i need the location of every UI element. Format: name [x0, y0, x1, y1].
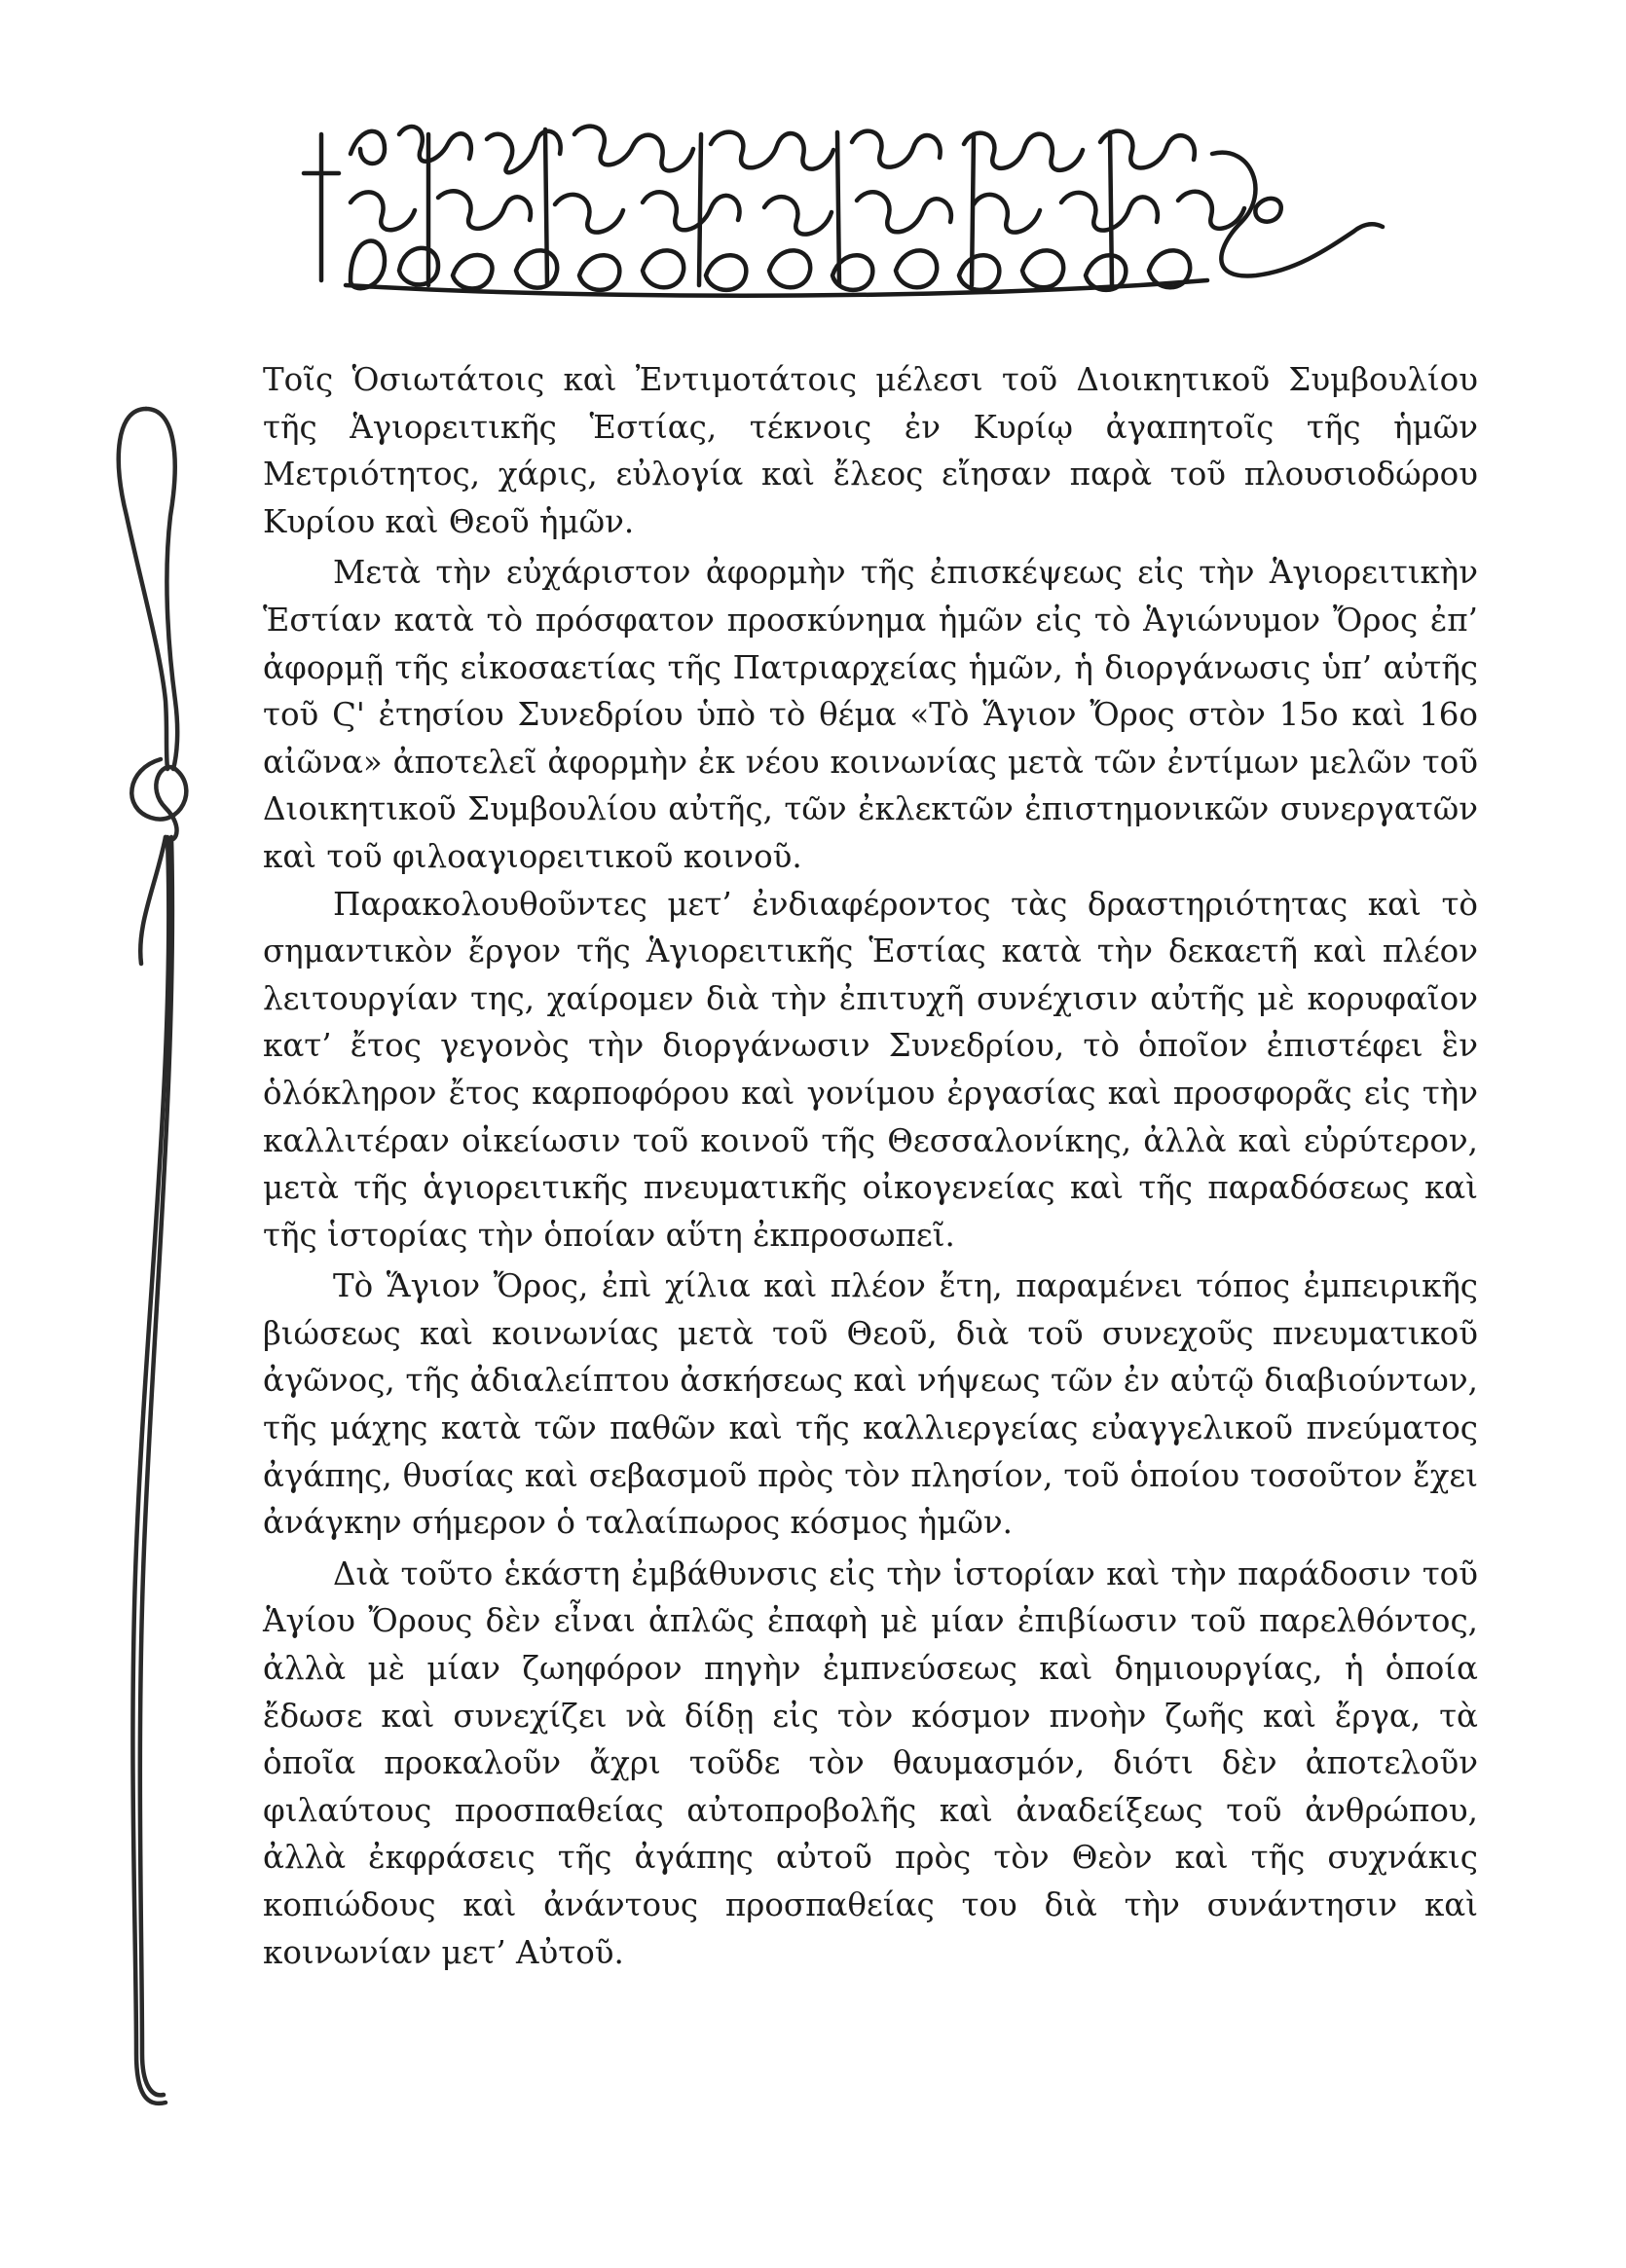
- letter-salutation-paragraph: Τοῖς Ὁσιωτάτοις καὶ Ἐντιμοτάτοις μέλεσι τοῦ Διοικητικοῦ Συμβουλίου τῆς Ἁγιορειτικῆς Ἑστίας, τέκνοις ἐν Κυρίῳ ἀγαπητοῖς τῆς ἡμῶν Μετριότητος, χάρις, εὐλογία καὶ ἔλεος εἴησαν παρὰ τοῦ πλουσιοδώρου Κυρίου καὶ Θεοῦ ἡμῶν.: [263, 361, 1478, 540]
- letter-paragraph-2: Μετὰ τὴν εὐχάριστον ἀφορμὴν τῆς ἐπισκέψεως εἰς τὴν Ἁγιορειτικὴν Ἑστίαν κατὰ τὸ πρόσφατον προσκύνημα ἡμῶν εἰς τὸ Ἁγιώνυμον Ὄρος ἐπ’ ἀφορμῇ τῆς εἰκοσαετίας τῆς Πατριαρχείας ἡμῶν, ἡ διοργάνωσις ὑπ’ αὐτῆς τοῦ Ϛ' ἐτησίου Συνεδρίου ὑπὸ τὸ θέμα «Τὸ Ἅγιον Ὄρος στὸν 15ο καὶ 16ο αἰῶνα» ἀποτελεῖ ἀφορμὴν ἐκ νέου κοινωνίας μετὰ τῶν ἐντίμων μελῶν τοῦ Διοικητικοῦ Συμβουλίου αὐτῆς, τῶν ἐκλεκτῶν ἐπιστημονικῶν συνεργατῶν καὶ τοῦ φιλοαγιορειτικοῦ κοινοῦ.: [263, 554, 1478, 875]
- letter-paragraph-3: Παρακολουθοῦντες μετ’ ἐνδιαφέροντος τὰς δραστηριότητας καὶ τὸ σημαντικὸν ἔργον τῆς Ἁγιορειτικῆς Ἑστίας κατὰ τὴν δεκαετῆ καὶ πλέον λειτουργίαν της, χαίρομεν διὰ τὴν ἐπιτυχῆ συνέχισιν αὐτῆς μὲ κορυφαῖον κατ’ ἔτος γεγονὸς τὴν διοργάνωσιν Συνεδρίου, τὸ ὁποῖον ἐπιστέφει ἓν ὁλόκληρον ἔτος καρποφόρου καὶ γονίμου ἐργασίας καὶ προσφορᾶς εἰς τὴν καλλιτέραν οἰκείωσιν τοῦ κοινοῦ τῆς Θεσσαλονίκης, ἀλλὰ καὶ εὐρύτερον, μετὰ τῆς ἁγιορειτικῆς πνευματικῆς οἰκογενείας καὶ τῆς παραδόσεως καὶ τῆς ἱστορίας τὴν ὁποίαν αὕτη ἐκπροσωπεῖ.: [263, 885, 1478, 1254]
- letter-body: [263, 356, 1478, 1976]
- patriarchal-signature-letterhead: [292, 115, 1392, 310]
- letter-paragraph-5: Διὰ τοῦτο ἑκάστη ἐμβάθυνσις εἰς τὴν ἱστορίαν καὶ τὴν παράδοσιν τοῦ Ἁγίου Ὄρους δὲν εἶναι ἁπλῶς ἐπαφὴ μὲ μίαν ἐπιβίωσιν τοῦ παρελθόντος, ἀλλὰ μὲ μίαν ζωηφόρον πηγὴν ἐμπνεύσεως καὶ δημιουργίας, ἡ ὁποία ἔδωσε καὶ συνεχίζει νὰ δίδῃ εἰς τὸν κόσμον πνοὴν ζωῆς καὶ ἔργα, τὰ ὁποῖα προκαλοῦν ἄχρι τοῦδε τὸν θαυμασμόν, διότι δὲν ἀποτελοῦν φιλαύτους προσπαθείας αὐτοπροβολῆς καὶ ἀναδείξεως τοῦ ἀνθρώπου, ἀλλὰ ἐκφράσεις τῆς ἀγάπης αὐτοῦ πρὸς τὸν Θεὸν καὶ τῆς συχνάκις κοπιώδους καὶ ἀνάντους προσπαθείας του διὰ τὴν συνάντησιν καὶ κοινωνίαν μετ’ Αὐτοῦ.: [263, 1555, 1478, 1971]
- letter-paragraph-4: Τὸ Ἅγιον Ὄρος, ἐπὶ χίλια καὶ πλέον ἔτη, παραμένει τόπος ἐμπειρικῆς βιώσεως καὶ κοινωνίας μετὰ τοῦ Θεοῦ, διὰ τοῦ συνεχοῦς πνευματικοῦ ἀγῶνος, τῆς ἀδιαλείπτου ἀσκήσεως καὶ νήψεως τῶν ἐν αὐτῷ διαβιούντων, τῆς μάχης κατὰ τῶν παθῶν καὶ τῆς καλλιεργείας εὐαγγελικοῦ πνεύματος ἀγάπης, θυσίας καὶ σεβασμοῦ πρὸς τὸν πλησίον, τοῦ ὁποίου τοσοῦτον ἔχει ἀνάγκην σήμερον ὁ ταλαίπωρος κόσμος ἡμῶν.: [263, 1267, 1478, 1542]
- left-margin-cord: [107, 380, 234, 2132]
